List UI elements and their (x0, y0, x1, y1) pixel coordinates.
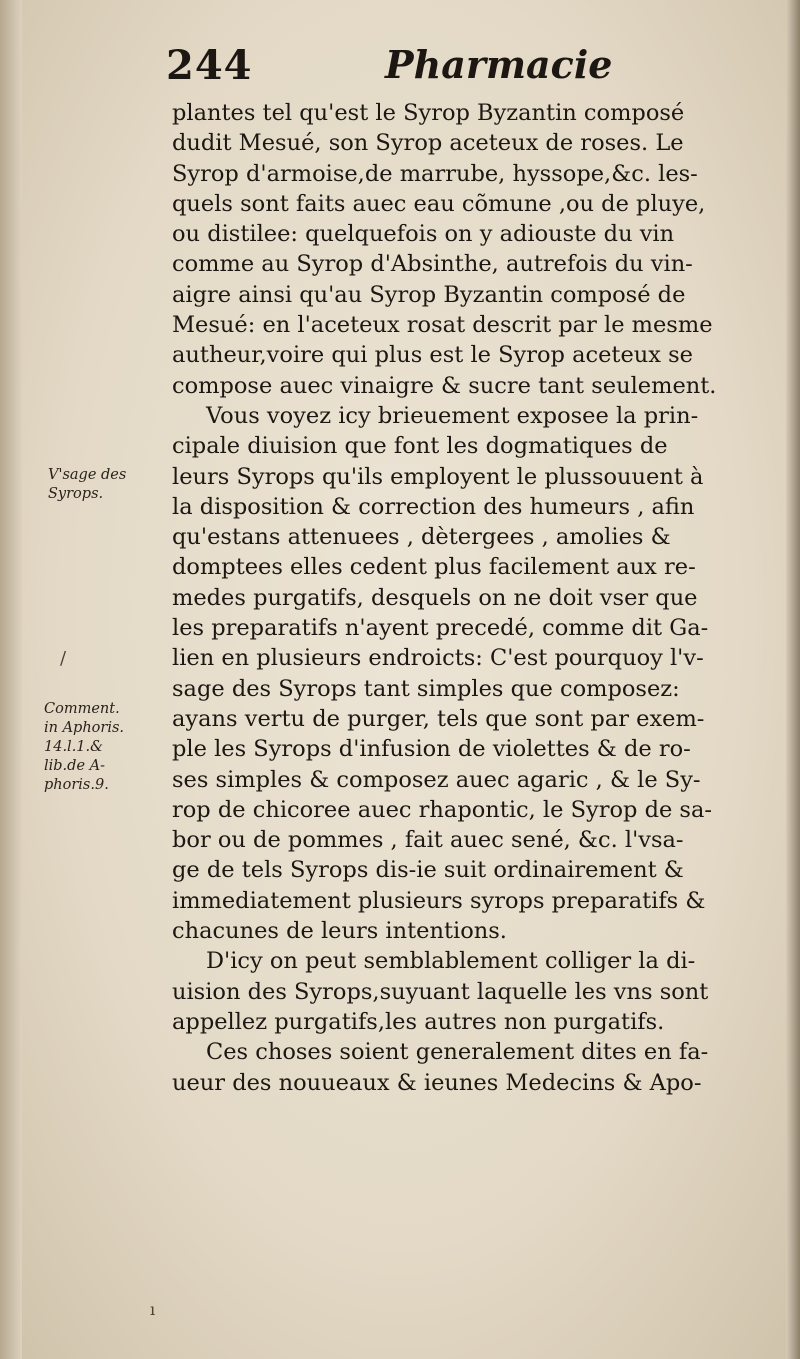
text-line: Ces choses soient generalement dites en fa- (206, 1039, 709, 1066)
text-line: les preparatifs n'ayent precedé, comme dit Ga- (172, 615, 709, 642)
text-line: plantes tel qu'est le Syrop Byzantin composé (172, 100, 685, 126)
text-line: ses simples & composez auec agaric , & le Sy- (172, 766, 701, 793)
text-line: comme au Syrop d'Absinthe, autrefois du vin- (172, 251, 693, 278)
text-line: medes purgatifs, desquels on ne doit vser que (172, 584, 698, 611)
text-line: rop de chicoree auec rhapontic, le Syrop de sa- (172, 796, 712, 823)
text-line: la disposition & correction des humeurs , afin (172, 493, 695, 520)
margin-note-line: V'sage des (48, 467, 127, 483)
text-line: dudit Mesué, son Syrop aceteux de roses. Le (172, 130, 684, 157)
text-line: appellez purgatifs,les autres non purgatifs. (172, 1008, 665, 1035)
text-line: ou distilee: quelquefois on y adiouste du vin (172, 221, 675, 248)
text-line: qu'estans attenuees , dètergees , amolies & (172, 524, 671, 551)
text-line: domptees elles cedent plus facilement aux re- (172, 554, 696, 581)
text-line: Vous voyez icy brieuement exposee la prin- (206, 402, 699, 429)
text-line: Syrop d'armoise,de marrube, hyssope,&c. les- (172, 160, 698, 187)
text-line: lien en plusieurs endroicts: C'est pourquoy l'v- (172, 645, 704, 672)
text-line: ple les Syrops d'infusion de violettes & de ro- (172, 736, 691, 763)
margin-mark: / (60, 648, 67, 669)
text-line: Mesué: en l'aceteux rosat descrit par le mesme (172, 312, 713, 339)
text-line: uision des Syrops,suyuant laquelle les vns sont (172, 978, 709, 1005)
margin-note-line: in Aphoris. (44, 720, 125, 736)
margin-note-line: 14.l.1.& (44, 739, 104, 755)
margin-note-usage (48, 466, 126, 504)
text-line: quels sont faits auec eau cõmune ,ou de pluye, (172, 190, 706, 217)
margin-note-line: lib.de A- (44, 758, 106, 774)
text-line: compose auec vinaigre & sucre tant seulement. (172, 372, 717, 399)
printer-mark: ı (150, 1300, 156, 1319)
text-line: sage des Syrops tant simples que composez: (172, 675, 680, 702)
margin-note-line: Syrops. (48, 486, 104, 502)
text-line: cipale diuision que font les dogmatiques de (172, 433, 668, 460)
text-line: ayans vertu de purger, tels que sont par exem- (172, 705, 705, 732)
text-line: leurs Syrops qu'ils employent le plussouuent à (172, 463, 704, 490)
page-edge-left (0, 0, 22, 1359)
page-edge-right (786, 0, 800, 1359)
page-header (160, 38, 760, 98)
text-line: bor ou de pommes , fait auec sené, &c. l'vsa- (172, 827, 684, 854)
text-line: ge de tels Syrops dis-ie suit ordinairement & (172, 857, 684, 884)
text-line: chacunes de leurs intentions. (172, 918, 507, 945)
body-text (172, 98, 772, 1098)
text-line: D'icy on peut semblablement colliger la di- (206, 948, 696, 975)
text-line: immediatement plusieurs syrops preparatifs & (172, 887, 706, 914)
text-line: ueur des nouueaux & ieunes Medecins & Apo- (172, 1069, 702, 1096)
text-line: autheur,voire qui plus est le Syrop aceteux se (172, 342, 693, 369)
margin-note-line: phoris.9. (44, 777, 109, 793)
margin-note-line: Comment. (44, 701, 120, 717)
running-title: Pharmacie (385, 42, 613, 87)
page-number: 244 (166, 42, 253, 89)
margin-note-comment (44, 700, 124, 795)
text-line: aigre ainsi qu'au Syrop Byzantin composé de (172, 281, 686, 308)
